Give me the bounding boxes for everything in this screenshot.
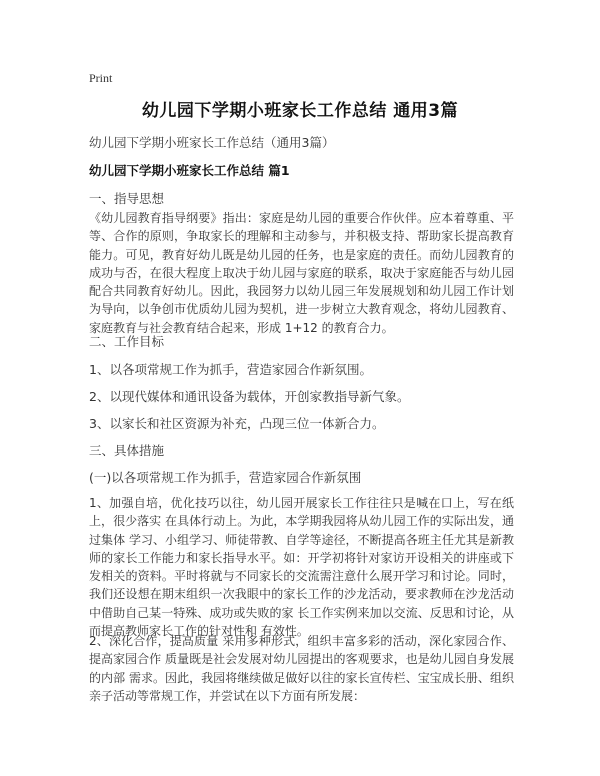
goal-item-1: 1、以各项常规工作为抓手，营造家园合作新氛围。	[89, 362, 372, 377]
document-subtitle: 幼儿园下学期小班家长工作总结（通用3篇）	[89, 135, 335, 150]
paragraph-self-training: 1、加强自培，优化技巧以往，幼儿园开展家长工作往往只是喊在口上，写在纸上，很少落实 在具体行动上。为此，本学期我园将从幼儿园工作的实际出发，通过集体 学习、小组学习、师徒带教、自学等途径，不断提高各班主任尤其是新教师的家长工作能力和家长指导水平。如：开学初将针对家访开设相关的讲座或下发相关的资料。平时将就与不同家长的交流需注意什么展开学习和讨论。同时，我们还设想在期末组织一次我眼中的家长工作的沙龙活动，要求教师在沙龙活动中借助自己某一特殊、成功或失败的家 长工作实例来加以交流、反思和讨论，从而提高教师家长工作的针对性和 有效性。	[89, 496, 514, 639]
heading-specific-measures: 三、具体措施	[89, 443, 165, 458]
paragraph-guiding-ideology: 《幼儿园教育指导纲要》指出：家庭是幼儿园的重要合作伙伴。应本着尊重、平等、合作的原则，争取家长的理解和主动参与，并积极支持、帮助家长提高教育能力。可见，教育好幼儿既是幼儿园的任务，也是家庭的责任。而幼儿园教育的成功与否，在很大程度上取决于幼儿园与家庭的联系，取决于家庭能否与幼儿园配合共同教育好幼儿。因此，我园努力以幼儿园三年发展规划和幼儿园工作计划为导向，以争创市优质幼儿园为契机，进一步树立大教育观念，将幼儿园教育、家庭教育与社会教育结合起来，形成 1+12 的教育合力。	[89, 211, 514, 335]
goal-item-3: 3、以家长和社区资源为补充，凸现三位一体新合力。	[89, 416, 385, 431]
measure-subtitle: (一)以各项常规工作为抓手，营造家园合作新氛围	[89, 470, 362, 485]
section-title: 幼儿园下学期小班家长工作总结 篇1	[89, 163, 290, 178]
heading-guiding-ideology: 一、指导思想	[89, 191, 165, 206]
document-title: 幼儿园下学期小班家长工作总结 通用3篇	[141, 101, 459, 121]
print-link[interactable]: Print	[89, 71, 113, 85]
goal-item-2: 2、以现代媒体和通讯设备为载体，开创家教指导新气象。	[89, 389, 410, 404]
paragraph-deepen-cooperation: 2、深化合作，提高质量 采用多种形式，组织丰富多彩的活动，深化家园合作、提高家园合作 质量既是社会发展对幼儿园提出的客观要求，也是幼儿园自身发展的内部 需求。因此，我园将继续做足做好以往的家长宣传栏、宝宝成长册、组织亲子活动等常规工作，并尝试在以下方面有所发展：	[89, 634, 514, 703]
heading-work-goals: 二、工作目标	[89, 334, 165, 349]
